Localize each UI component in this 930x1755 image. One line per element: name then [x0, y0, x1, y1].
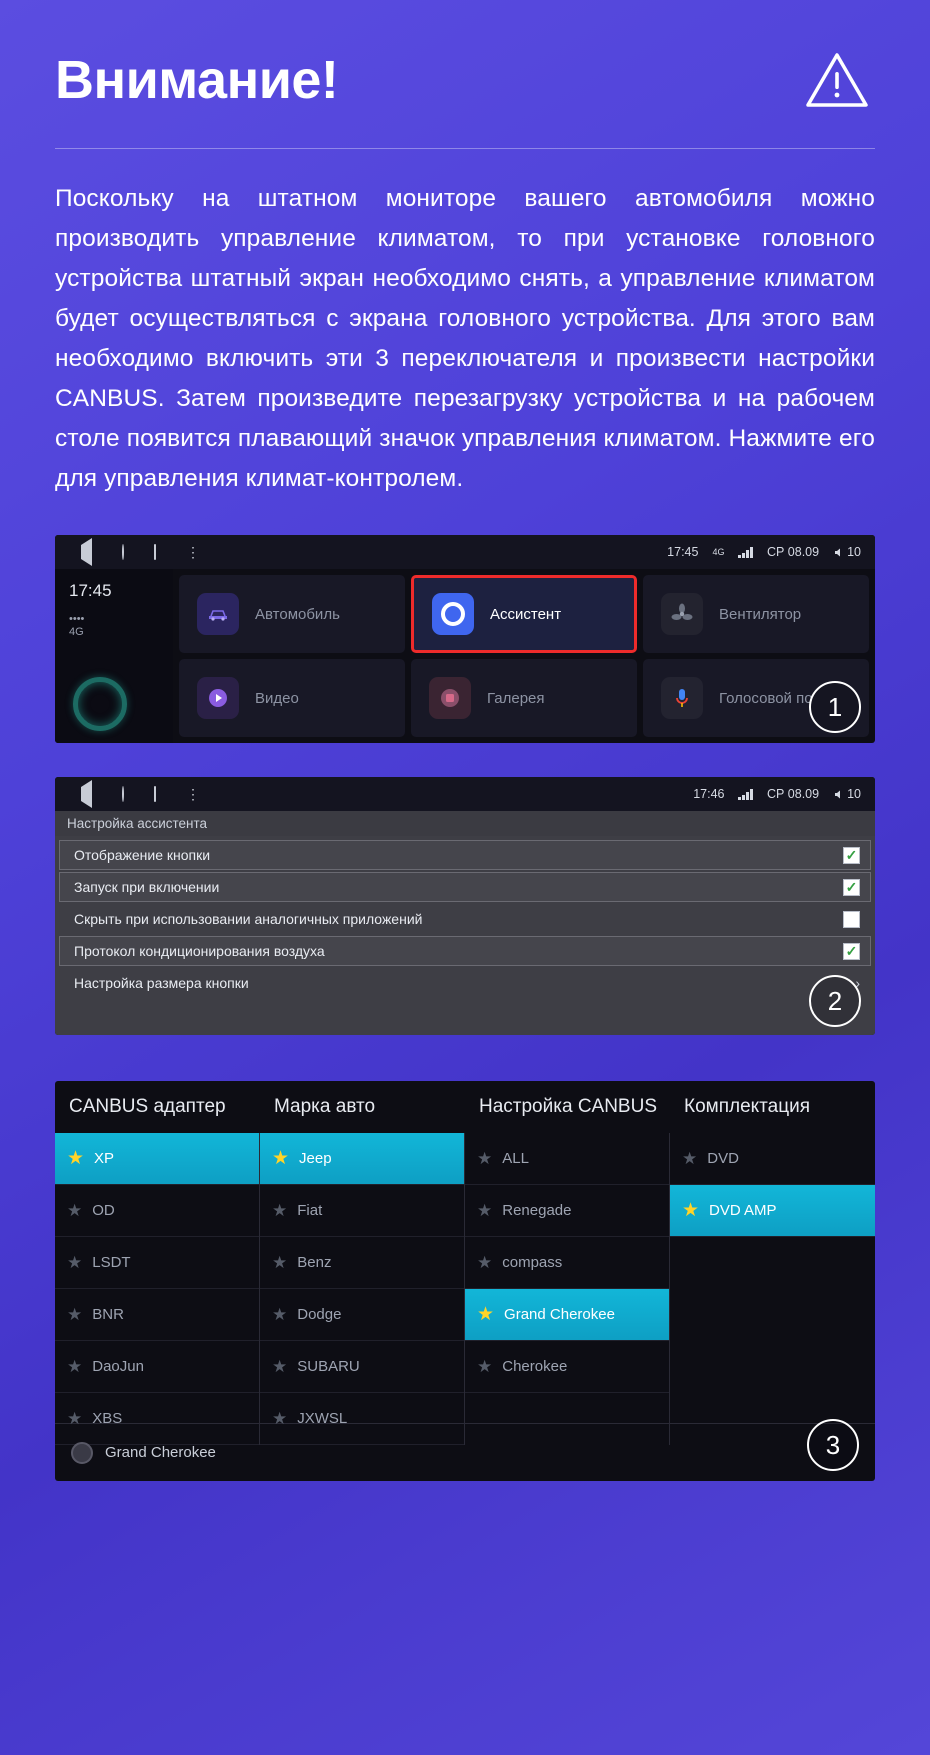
list-item[interactable]: ★ Renegade	[465, 1185, 669, 1237]
fan-icon	[661, 593, 703, 635]
step-badge-2: 2	[809, 975, 861, 1027]
tile-gallery[interactable]	[411, 659, 637, 737]
star-icon: ★	[272, 1357, 288, 1376]
car-icon	[197, 593, 239, 635]
step-badge-3: 3	[807, 1419, 859, 1471]
setting-row-ac-protocol[interactable]	[59, 936, 871, 966]
warning-triangle-icon	[805, 50, 869, 110]
launcher-area	[55, 569, 875, 743]
list-item[interactable]: ★ Grand Cherokee	[465, 1289, 669, 1341]
setting-row-button-size[interactable]	[59, 968, 871, 998]
sidebar-signal: •••• 4G	[69, 613, 85, 638]
list-item[interactable]: ★ OD	[55, 1185, 259, 1237]
tile-video[interactable]	[179, 659, 405, 737]
star-icon: ★	[272, 1305, 288, 1324]
column-header-trim: Комплектация	[684, 1096, 811, 1117]
back-icon[interactable]	[81, 545, 92, 559]
canbus-columns	[55, 1133, 875, 1428]
settings-list	[55, 836, 875, 1035]
star-icon: ★	[682, 1200, 700, 1221]
checkbox-unchecked-icon[interactable]	[843, 911, 860, 928]
setting-label: Протокол кондиционирования воздуха	[74, 943, 325, 959]
tile-label: Ассистент	[490, 605, 562, 623]
canbus-column-headers	[55, 1081, 875, 1133]
star-icon: ★	[477, 1149, 493, 1168]
launcher-sidebar	[55, 569, 173, 743]
list-item[interactable]: ★ JXWSL	[260, 1393, 464, 1445]
selected-model-label: Grand Cherokee	[105, 1444, 216, 1461]
setting-label: Скрыть при использовании аналогичных приложений	[74, 911, 423, 927]
star-icon: ★	[67, 1357, 83, 1376]
column-header-adapter: CANBUS адаптер	[69, 1096, 226, 1117]
star-icon: ★	[477, 1304, 495, 1325]
canbus-column-brand	[260, 1133, 465, 1445]
nav-buttons-2	[69, 787, 200, 801]
nav-buttons-1	[69, 545, 200, 559]
star-icon: ★	[67, 1253, 83, 1272]
checkbox-checked-icon[interactable]: ✓	[843, 943, 860, 960]
setting-label: Настройка размера кнопки	[74, 975, 249, 991]
star-icon: ★	[477, 1357, 493, 1376]
screenshot-assistant-settings	[55, 777, 875, 1035]
page-title: Внимание!	[55, 50, 339, 110]
tile-label: Вентилятор	[719, 605, 802, 623]
video-icon	[197, 677, 239, 719]
setting-row-autostart[interactable]	[59, 872, 871, 902]
status-indicators-2	[693, 787, 861, 801]
home-icon[interactable]	[122, 545, 124, 559]
canbus-column-model	[465, 1133, 670, 1445]
canbus-column-trim	[670, 1133, 875, 1445]
star-icon: ★	[477, 1201, 493, 1220]
list-item[interactable]: ★ ALL	[465, 1133, 669, 1185]
gallery-icon	[429, 677, 471, 719]
screenshot-launcher	[55, 535, 875, 743]
list-item[interactable]: ★ SUBARU	[260, 1341, 464, 1393]
star-icon: ★	[272, 1201, 288, 1220]
status-bar-1	[55, 535, 875, 569]
tile-assistant[interactable]	[411, 575, 637, 653]
star-icon: ★	[272, 1148, 290, 1169]
screenshot-canbus	[55, 1081, 875, 1481]
status-indicators-1	[667, 545, 861, 559]
canbus-column-adapter	[55, 1133, 260, 1445]
star-icon: ★	[67, 1305, 83, 1324]
app-tiles-grid	[173, 569, 875, 743]
recents-icon[interactable]	[154, 545, 156, 559]
signal-icon-1	[738, 547, 753, 558]
tile-label: Видео	[255, 689, 299, 707]
header-divider	[55, 148, 875, 149]
setting-row-hide-similar[interactable]	[59, 904, 871, 934]
page-header	[55, 0, 875, 110]
microphone-icon	[661, 677, 703, 719]
star-icon: ★	[67, 1409, 83, 1428]
list-item[interactable]: ★ BNR	[55, 1289, 259, 1341]
status-time-2: 17:46	[693, 787, 725, 801]
home-icon[interactable]	[122, 787, 124, 801]
assistant-ring-icon[interactable]	[73, 677, 127, 731]
star-icon: ★	[682, 1149, 698, 1168]
volume-indicator-2: 10	[833, 787, 861, 801]
tile-fan[interactable]	[643, 575, 869, 653]
setting-label: Запуск при включении	[74, 879, 220, 895]
instruction-text: Поскольку на штатном мониторе вашего автомобиля можно производить управление климатом, то при установке головного устройства штатный экран необходимо снять, а управление климатом будет осуществляться с экрана головного устройства. Для этого вам необходимо включить эти 3 переключателя и произвести настройки CANBUS. Затем произведите перезагрузку устройства и на рабочем столе появится плавающий значок управления климатом. Нажмите его для управления климат-контролем.	[55, 185, 875, 492]
checkbox-checked-icon[interactable]: ✓	[843, 879, 860, 896]
setting-row-show-button[interactable]	[59, 840, 871, 870]
settings-section-title: Настройка ассистента	[55, 811, 875, 836]
tile-car[interactable]	[179, 575, 405, 653]
volume-indicator-1: 10	[833, 545, 861, 559]
column-header-brand: Марка авто	[274, 1096, 376, 1117]
tile-label: Автомобиль	[255, 605, 340, 623]
overflow-menu-icon[interactable]: ⋮	[186, 544, 200, 560]
star-icon: ★	[477, 1253, 493, 1272]
list-item[interactable]: ★ XBS	[55, 1393, 259, 1445]
status-date-2: СР 08.09	[766, 787, 820, 801]
step-badge-1: 1	[809, 681, 861, 733]
list-item[interactable]: ★ LSDT	[55, 1237, 259, 1289]
column-header-canbus: Настройка CANBUS	[479, 1096, 657, 1117]
signal-icon-2	[738, 789, 753, 800]
star-icon: ★	[272, 1253, 288, 1272]
recents-icon[interactable]	[154, 787, 156, 801]
settings-dot-icon[interactable]	[71, 1442, 93, 1464]
setting-label: Отображение кнопки	[74, 847, 211, 863]
tile-label: Галерея	[487, 689, 545, 707]
status-time-1: 17:45	[667, 545, 699, 559]
star-icon: ★	[67, 1201, 83, 1220]
list-item[interactable]: ★ DVD	[670, 1133, 875, 1185]
overflow-menu-icon[interactable]: ⋮	[186, 786, 200, 802]
list-item[interactable]: ★ DVD AMP	[670, 1185, 875, 1237]
star-icon: ★	[272, 1409, 288, 1428]
sidebar-time: 17:45	[69, 581, 112, 600]
checkbox-checked-icon[interactable]: ✓	[843, 847, 860, 864]
list-item[interactable]: ★ Dodge	[260, 1289, 464, 1341]
list-item[interactable]: ★ Fiat	[260, 1185, 464, 1237]
list-item[interactable]: ★ XP	[55, 1133, 259, 1185]
assistant-icon	[432, 593, 474, 635]
tile-label: Голосовой по	[719, 689, 813, 707]
network-type-1: 4G	[712, 547, 725, 557]
status-date-1: СР 08.09	[766, 545, 820, 559]
list-item[interactable]: ★ compass	[465, 1237, 669, 1289]
list-item[interactable]: ★ Benz	[260, 1237, 464, 1289]
chevron-right-icon: ›	[855, 975, 860, 991]
star-icon: ★	[67, 1148, 85, 1169]
back-icon[interactable]	[81, 787, 92, 801]
list-item[interactable]: ★ Cherokee	[465, 1341, 669, 1393]
list-item[interactable]: ★ DaoJun	[55, 1341, 259, 1393]
list-item[interactable]: ★ Jeep	[260, 1133, 464, 1185]
status-bar-2	[55, 777, 875, 811]
